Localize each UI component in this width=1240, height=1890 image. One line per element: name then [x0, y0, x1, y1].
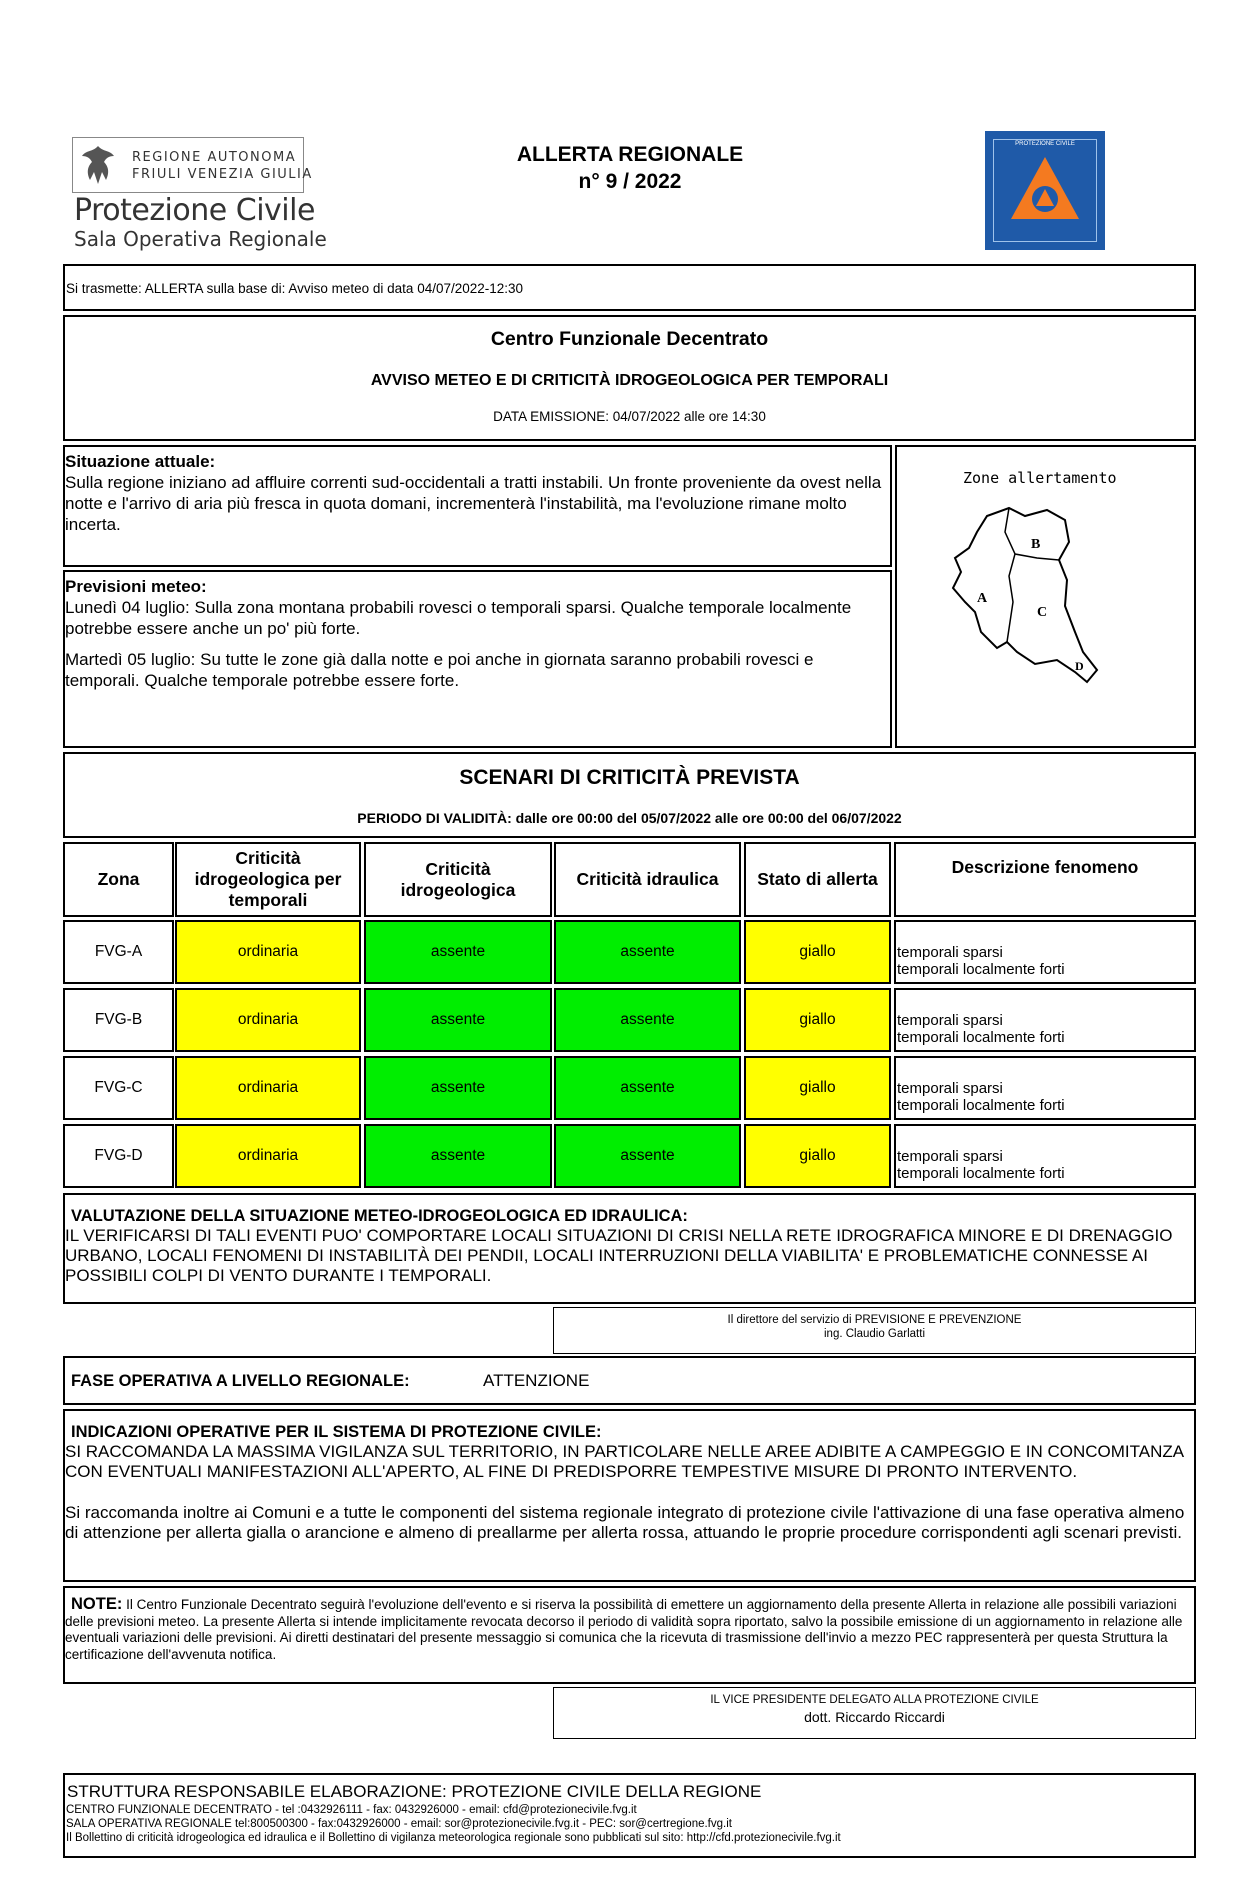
map-label-b: B: [1031, 537, 1041, 552]
indications-text-1: SI RACCOMANDA LA MASSIMA VIGILANZA SUL TERRITORIO, IN PARTICOLARE NELLE AREE ADIBITE A CAMPEGGIO E IN CONCOMITANZA CON EVENTUALI MANIFESTAZIONI ALL'APERTO, AL FINE DI PREDISPORRE TEMPESTIVE MISURE DI PRONTO INTERVENTO.: [65, 1442, 1184, 1481]
table-row-idraulica: assente: [554, 1124, 741, 1188]
forecast-content: [65, 576, 887, 691]
situation-heading: Situazione attuale:: [65, 452, 216, 471]
eagle-icon: [78, 142, 118, 188]
phase-box: [63, 1356, 1196, 1405]
table-row-temporali: ordinaria: [175, 920, 361, 984]
desc-line: temporali localmente forti: [897, 1029, 1065, 1046]
zone-map-box: [895, 445, 1196, 748]
director-name: ing. Claudio Garlatti: [824, 1328, 925, 1340]
note-label: NOTE:: [71, 1595, 123, 1613]
table-row-temporali: ordinaria: [175, 1056, 361, 1120]
vice-president-name: dott. Riccardo Riccardi: [804, 1709, 945, 1725]
cfd-subtitle: AVVISO METEO E DI CRITICITÀ IDROGEOLOGICA PER TEMPORALI: [370, 372, 889, 389]
table-row-stato: giallo: [744, 1124, 891, 1188]
badge-text: PROTEZIONE CIVILE: [1015, 141, 1075, 147]
desc-line: temporali localmente forti: [897, 961, 1065, 978]
table-row-idrogeologica: assente: [364, 1124, 552, 1188]
zone-map-icon: [947, 502, 1107, 702]
desc-line: temporali sparsi: [897, 1148, 1003, 1165]
table-row-stato: giallo: [744, 988, 891, 1052]
table-row-descrizione: [894, 1124, 1196, 1188]
table-row-idraulica: assente: [554, 988, 741, 1052]
scenarios-box: [63, 752, 1196, 838]
director-box: [553, 1307, 1196, 1354]
header-zona: Zona: [63, 842, 174, 917]
alert-number: n° 9 / 2022: [578, 170, 682, 193]
note-content: [65, 1596, 1193, 1663]
table-row-stato: giallo: [744, 1056, 891, 1120]
civil-protection-badge: [985, 131, 1105, 250]
table-row-idrogeologica: assente: [364, 1056, 552, 1120]
vice-president-role: IL VICE PRESIDENTE DELEGATO ALLA PROTEZIONE CIVILE: [710, 1694, 1039, 1706]
table-row-zona: FVG-C: [63, 1056, 174, 1120]
table-row-descrizione: [894, 988, 1196, 1052]
map-label-c: C: [1037, 605, 1048, 620]
note-text: Il Centro Funzionale Decentrato seguirà l'evoluzione dell'evento e si riserva la possibilità di emettere un aggiornamento della presente Allerta in relazione alle possibili variazioni delle previsioni meteo. La presente Allerta si intende implicitamente revocata decorso il periodo di validità sopra riportato, salvo la possibile emissione di un aggiornamento in relazione alle eventuali variazioni delle previsioni. Ai diretti destinatari del presente messaggio si comunica che la ricevuta di trasmissione dell'invio a mezzo PEC rappresenterà per questa Struttura la certificazione dell'avvenuta notifica.: [65, 1597, 1183, 1662]
table-row-temporali: ordinaria: [175, 1124, 361, 1188]
table-row-stato: giallo: [744, 920, 891, 984]
table-row-idraulica: assente: [554, 1056, 741, 1120]
situation-text: Sulla regione iniziano ad affluire correnti sud-occidentali a tratti instabili. Un fronte proveniente da ovest nella notte e l'arrivo di aria più fresca in quota domani, incrementerà l'instabilità, ma l'evoluzione rimane molto incerta.: [65, 473, 882, 534]
table-row-descrizione: [894, 920, 1196, 984]
indications-heading: INDICAZIONI OPERATIVE PER IL SISTEMA DI PROTEZIONE CIVILE:: [71, 1423, 602, 1441]
header-criticita-temporali: Criticità idrogeologica per temporali: [175, 842, 361, 917]
footer-line-sor: SALA OPERATIVA REGIONALE tel:800500300 - fax:0432926000 - email: sor@protezionecivile.fvg.it - PEC: sor@certregione.fvg.it: [66, 1818, 732, 1830]
vice-president-box: [553, 1687, 1196, 1739]
desc-line: temporali sparsi: [897, 1080, 1003, 1097]
evaluation-heading: VALUTAZIONE DELLA SITUAZIONE METEO-IDROGEOLOGICA ED IDRAULICA:: [71, 1207, 688, 1225]
badge-emblem-icon: [1009, 153, 1081, 225]
validity-period: PERIODO DI VALIDITÀ: dalle ore 00:00 del 05/07/2022 alle ore 00:00 del 06/07/2022: [357, 810, 902, 826]
forecast-day2: Martedì 05 luglio: Su tutte le zone già dalla notte e poi anche in giornata saranno probabili rovesci e temporali. Qualche temporale potrebbe essere forte.: [65, 650, 814, 690]
situation-box: [63, 445, 892, 567]
cfd-title: Centro Funzionale Decentrato: [490, 328, 769, 350]
header-criticita-idraulica: Criticità idraulica: [554, 842, 741, 917]
footer-line-cfd: CENTRO FUNZIONALE DECENTRATO - tel :0432926111 - fax: 0432926000 - email: cfd@protezionecivile.fvg.it: [66, 1804, 637, 1816]
evaluation-text: IL VERIFICARSI DI TALI EVENTI PUO' COMPORTARE LOCALI SITUAZIONI DI CRISI NELLA RETE IDROGRAFICA MINORE E DI DRENAGGIO URBANO, LOCALI FENOMENI DI INSTABILITÀ DEI PENDII, LOCALI INTERRUZIONI DELLA VIABILITA' E PROBLEMATICHE CONNESSE AI POSSIBILI COLPI DI VENTO DURANTE I TEMPORALI.: [65, 1226, 1173, 1285]
director-role: Il direttore del servizio di PREVISIONE E PREVENZIONE: [727, 1314, 1022, 1326]
forecast-day1: Lunedì 04 luglio: Sulla zona montana probabili rovesci o temporali sparsi. Qualche temporale localmente potrebbe essere anche un po' più forte.: [65, 598, 852, 638]
table-row-idraulica: assente: [554, 920, 741, 984]
desc-line: temporali localmente forti: [897, 1165, 1065, 1182]
logo-region-line1: REGIONE AUTONOMA: [132, 150, 297, 165]
note-box: [63, 1586, 1196, 1684]
footer-title: STRUTTURA RESPONSABILE ELABORAZIONE: PROTEZIONE CIVILE DELLA REGIONE: [67, 1782, 762, 1801]
phase-value: ATTENZIONE: [483, 1371, 590, 1390]
table-row-idrogeologica: assente: [364, 988, 552, 1052]
cfd-box: [63, 315, 1196, 441]
forecast-heading: Previsioni meteo:: [65, 577, 207, 596]
table-row-zona: FVG-D: [63, 1124, 174, 1188]
transmission-text: Si trasmette: ALLERTA sulla base di: Avviso meteo di data 04/07/2022-12:30: [66, 281, 524, 296]
emission-date: DATA EMISSIONE: 04/07/2022 alle ore 14:30: [493, 409, 766, 424]
scenarios-title: SCENARI DI CRITICITÀ PREVISTA: [459, 766, 800, 789]
logo-region-line2: FRIULI VENEZIA GIULIA: [132, 167, 313, 182]
table-row-descrizione: [894, 1056, 1196, 1120]
map-title: Zone allertamento: [963, 469, 1117, 487]
table-row-temporali: ordinaria: [175, 988, 361, 1052]
header-descrizione: Descrizione fenomeno: [894, 842, 1196, 917]
desc-line: temporali sparsi: [897, 944, 1003, 961]
forecast-box: [63, 570, 892, 748]
header-stato-allerta: Stato di allerta: [744, 842, 891, 917]
alert-title: ALLERTA REGIONALE: [516, 143, 744, 166]
situation-content: [65, 451, 887, 535]
logo-subtitle: Sala Operativa Regionale: [74, 227, 327, 251]
indications-text-2: Si raccomanda inoltre ai Comuni e a tutte le componenti del sistema regionale integrato di protezione civile l'attivazione di una fase operativa almeno di attenzione per allerta gialla o arancione e almeno di preallarme per allerta rossa, attuando le proprie procedure corrispondenti agli scenari previsti.: [65, 1503, 1185, 1542]
header-criticita-idrogeologica: Criticità idrogeologica: [364, 842, 552, 917]
table-row-zona: FVG-A: [63, 920, 174, 984]
desc-line: temporali sparsi: [897, 1012, 1003, 1029]
table-row-idrogeologica: assente: [364, 920, 552, 984]
map-label-d: D: [1075, 659, 1084, 673]
table-row-zona: FVG-B: [63, 988, 174, 1052]
footer-line-website: Il Bollettino di criticità idrogeologica ed idraulica e il Bollettino di vigilanza meteorologica regionale sono pubblicati sul sito: http://cfd.protezionecivile.fvg.it: [66, 1832, 841, 1844]
footer-box: [63, 1773, 1196, 1858]
map-label-a: A: [977, 591, 988, 606]
evaluation-box: [63, 1193, 1196, 1304]
transmission-box: [63, 264, 1196, 311]
logo-region-text: [132, 149, 313, 183]
desc-line: temporali localmente forti: [897, 1097, 1065, 1114]
phase-label: FASE OPERATIVA A LIVELLO REGIONALE:: [71, 1372, 410, 1390]
indications-box: [63, 1409, 1196, 1582]
logo-brand: Protezione Civile: [74, 193, 315, 228]
